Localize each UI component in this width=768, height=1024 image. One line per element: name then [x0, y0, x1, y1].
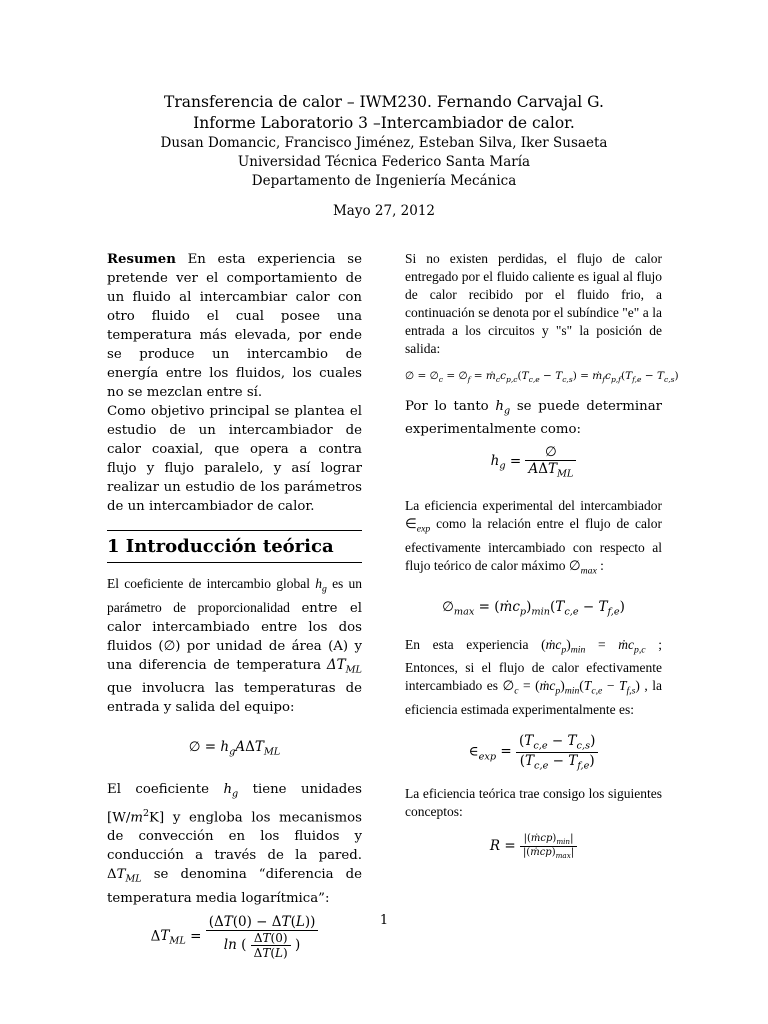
left-column	[107, 250, 362, 966]
equation-lmtd: $\Delta T_{ML}$ = (ΔT(0) − ΔT(L)) ln ( $\frac{\Delta T(0)}{\Delta T(L)}$ )	[107, 914, 362, 960]
abstract-label: Resumen	[107, 252, 176, 267]
equation-heat-flow: ∅ = $h_gA\Delta T_{ML}$	[188, 739, 281, 759]
abstract-text-1: En esta experiencia se pretende ver el comportamiento de un fluido al intercambiar calor con otro fluido el cual posee una temperatura más elevada, por ende se produce un intercambio de energía entre los fluidos, los cuales no se mezclan entre sí.	[107, 252, 362, 400]
date: Mayo 27, 2012	[332, 203, 436, 219]
right-paragraph-5: La eficiencia teórica trae consigo los siguientes conceptos:	[405, 786, 662, 820]
right-paragraph-3: La eficiencia experimental del intercambiador $\in_{exp}$ como la relación entre el flujo de calor efectivamente intercambiado con respecto al flujo teórico de calor máximo $\emptyset_{max}$ :	[405, 498, 662, 577]
title-line-1: Transferencia de calor – IWM230. Fernando Carvajal G.	[164, 93, 604, 111]
right-column	[405, 250, 679, 872]
title-line-2: Informe Laboratorio 3 –Intercambiador de calor.	[193, 114, 575, 132]
right-paragraph-2: Por lo tanto $h_g$ se puede determinar experimentalmente como:	[405, 399, 662, 438]
equation-hg: $h_g$ = $\frac{\emptyset}{A\Delta T_{ML}}$	[405, 444, 662, 480]
equation-energy-balance: ∅ = $\emptyset_c$ = $\emptyset_f$ = $ṁ_cc_{p,c}(T_{c,e} - T_{c,s})$ = $ṁ_fc_{p,f}(T_{f,e} - T_{c,s})$	[405, 370, 679, 385]
authors: Dusan Domancic, Francisco Jiménez, Esteban Silva, Iker Susaeta	[160, 135, 608, 151]
intro-paragraph-1: El coeficiente de intercambio global $h_g$ es un parámetro de proporcionalidad entre el calor intercambiado entre los dos fluidos (∅) por unidad de área (A) y una diferencia de temperatura $\Delta T_{ML}$ que involucra las temperaturas de entrada y salida del equipo:	[107, 576, 363, 716]
paper-header	[0, 92, 768, 191]
right-paragraph-4: En esta experiencia $(ṁc_p)_{min}$ = ṁc$_{p,c}$ ; Entonces, si el flujo de calor efectivamente intercambiado es $\emptyset_c$ = $(ṁc_p)_{min}(T_{c,e} - T_{f,s})$ , la eficiencia estimada experimentalmente es:	[405, 636, 662, 717]
department: Departamento de Ingeniería Mecánica	[251, 173, 517, 189]
abstract-paragraph-2: Como objetivo principal se plantea el estudio de un intercambiador de calor coaxial, que opera a contra flujo y flujo paralelo, y así lograr realizar un estudio de los parámetros de un intercambiador de calor.	[107, 404, 362, 514]
abstract-paragraph	[107, 250, 362, 402]
intro-paragraph-2: El coeficiente $h_g$ tiene unidades $[W/m^2K]$ y engloba los mecanismos de convección en los fluidos y conducción a través de la pared. $\Delta T_{ML}$ se denomina “diferencia de temperatura media logarítmica”:	[107, 782, 363, 906]
right-paragraph-1: Si no existen perdidas, el flujo de calor entregado por el fluido caliente es igual al flujo de calor recibido por el fluido frio, a continuación se denota por el subíndice "e" a la entrada a los circuitos y "s" la posición de salida:	[405, 251, 662, 356]
equation-efficiency-exp: $\in_{exp}$ = $\frac{(T_{c,e} - T_{c,s})}{(T_{c,e} - T_{f,e})}$	[405, 733, 662, 771]
equation-max-heat: $\emptyset_{max}$ = $(ṁc_p)_{min}(T_{c,e} - T_{f,e})$	[442, 598, 625, 618]
equation-ratio-r: R = $\frac{|(ṁcp)_{min}|}{|(ṁcp)_{max}|}$	[405, 833, 662, 860]
section-heading: 1 Introducción teórica	[107, 530, 362, 563]
university: Universidad Técnica Federico Santa María	[237, 154, 531, 170]
page-number: 1	[379, 913, 389, 928]
